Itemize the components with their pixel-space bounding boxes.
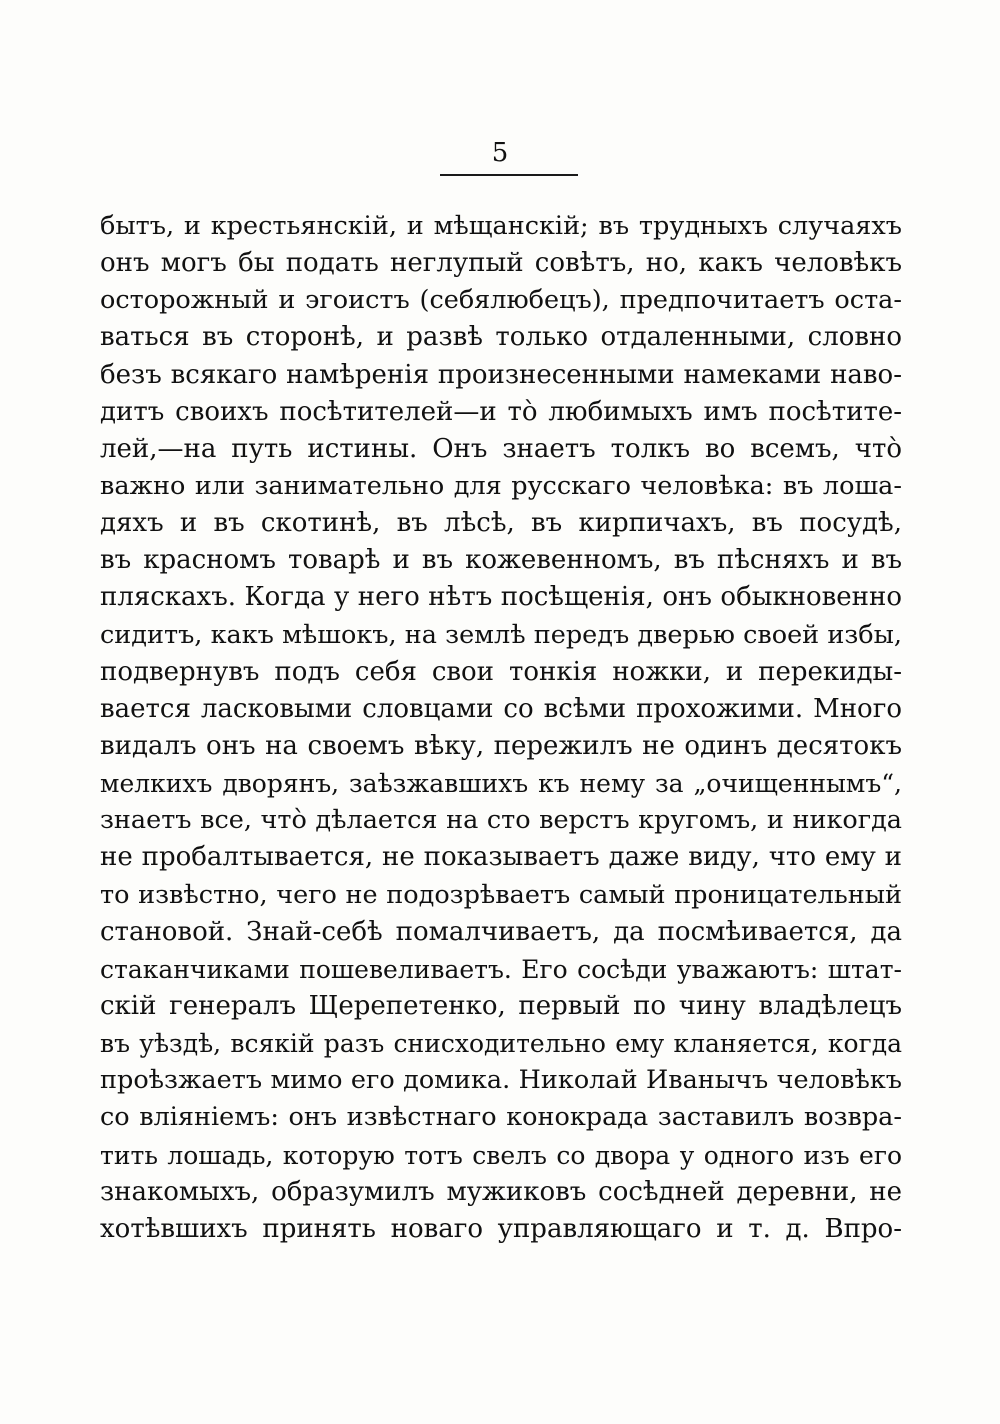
text-line: то извѣстно, чего не подозрѣваетъ самый проницательный	[100, 879, 902, 910]
text-line: тить лошадь, которую тотъ свелъ со двора у одного изъ его	[100, 1140, 902, 1170]
text-line: со вліяніемъ: онъ извѣстнаго конокрада заставилъ возвра-	[100, 1102, 902, 1133]
text-line: знаетъ все, что̀ дѣлается на сто верстъ кругомъ, и никогда	[100, 805, 902, 836]
text-line: важно или занимательно для русскаго человѣка: въ лоша-	[100, 470, 902, 501]
page-number: 5	[491, 138, 509, 168]
text-line: проѣзжаетъ мимо его домика. Николай Иванычъ человѣкъ	[100, 1065, 902, 1096]
text-line: осторожный и эгоистъ (себялюбецъ), предпочитаетъ оста-	[100, 285, 902, 316]
text-line: дяхъ и въ скотинѣ, въ лѣсѣ, въ кирпичахъ, въ посудѣ,	[100, 508, 902, 539]
text-line: безъ всякаго намѣренія произнесенными намеками наво-	[100, 359, 902, 390]
text-line: онъ могъ бы подать неглупый совѣтъ, но, какъ человѣкъ	[100, 248, 902, 279]
text-line: подвернувъ подъ себя свои тонкія ножки, и перекиды-	[100, 656, 902, 687]
text-line: въ красномъ товарѣ и въ кожевенномъ, въ пѣсняхъ и въ	[100, 545, 902, 576]
text-line: знакомыхъ, образумилъ мужиковъ сосѣдней деревни, не	[100, 1176, 902, 1207]
text-line: въ уѣздѣ, всякій разъ снисходительно ему кланяется, когда	[100, 1029, 902, 1059]
text-line: видалъ онъ на своемъ вѣку, пережилъ не одинъ десятокъ	[100, 730, 902, 761]
text-line: лей,—на путь истины. Онъ знаетъ толкъ во всемъ, что̀	[100, 433, 902, 464]
text-line: вается ласковыми словцами со всѣми прохожими. Много	[100, 693, 902, 724]
text-line: бытъ, и крестьянскій, и мѣщанскій; въ трудныхъ случаяхъ	[100, 211, 902, 241]
text-line: ваться въ сторонѣ, и развѣ только отдаленными, словно	[100, 322, 902, 353]
text-line: стаканчиками пошевеливаетъ. Его сосѣди уважаютъ: штат-	[100, 954, 902, 984]
body-text	[100, 208, 902, 1248]
text-line: не пробалтывается, не показываетъ даже виду, что ему и	[100, 842, 902, 873]
text-line: хотѣвшихъ принять новаго управляющаго и т. д. Впро-	[100, 1213, 902, 1244]
text-line: дитъ своихъ посѣтителей—и то̀ любимыхъ имъ посѣтите-	[100, 396, 902, 427]
text-line: мелкихъ дворянъ, заѣзжавшихъ къ нему за „очищеннымъ“,	[100, 769, 902, 799]
page-number-rule	[440, 174, 578, 176]
text-line: пляскахъ. Когда у него нѣтъ посѣщенія, онъ обыкновенно	[100, 582, 902, 613]
text-line: становой. Знай-себѣ помалчиваетъ, да посмѣивается, да	[100, 916, 902, 947]
text-line: скій генералъ Щерепетенко, первый по чину владѣлецъ	[100, 990, 902, 1021]
text-line: сидитъ, какъ мѣшокъ, на землѣ передъ дверью своей избы,	[100, 619, 902, 650]
